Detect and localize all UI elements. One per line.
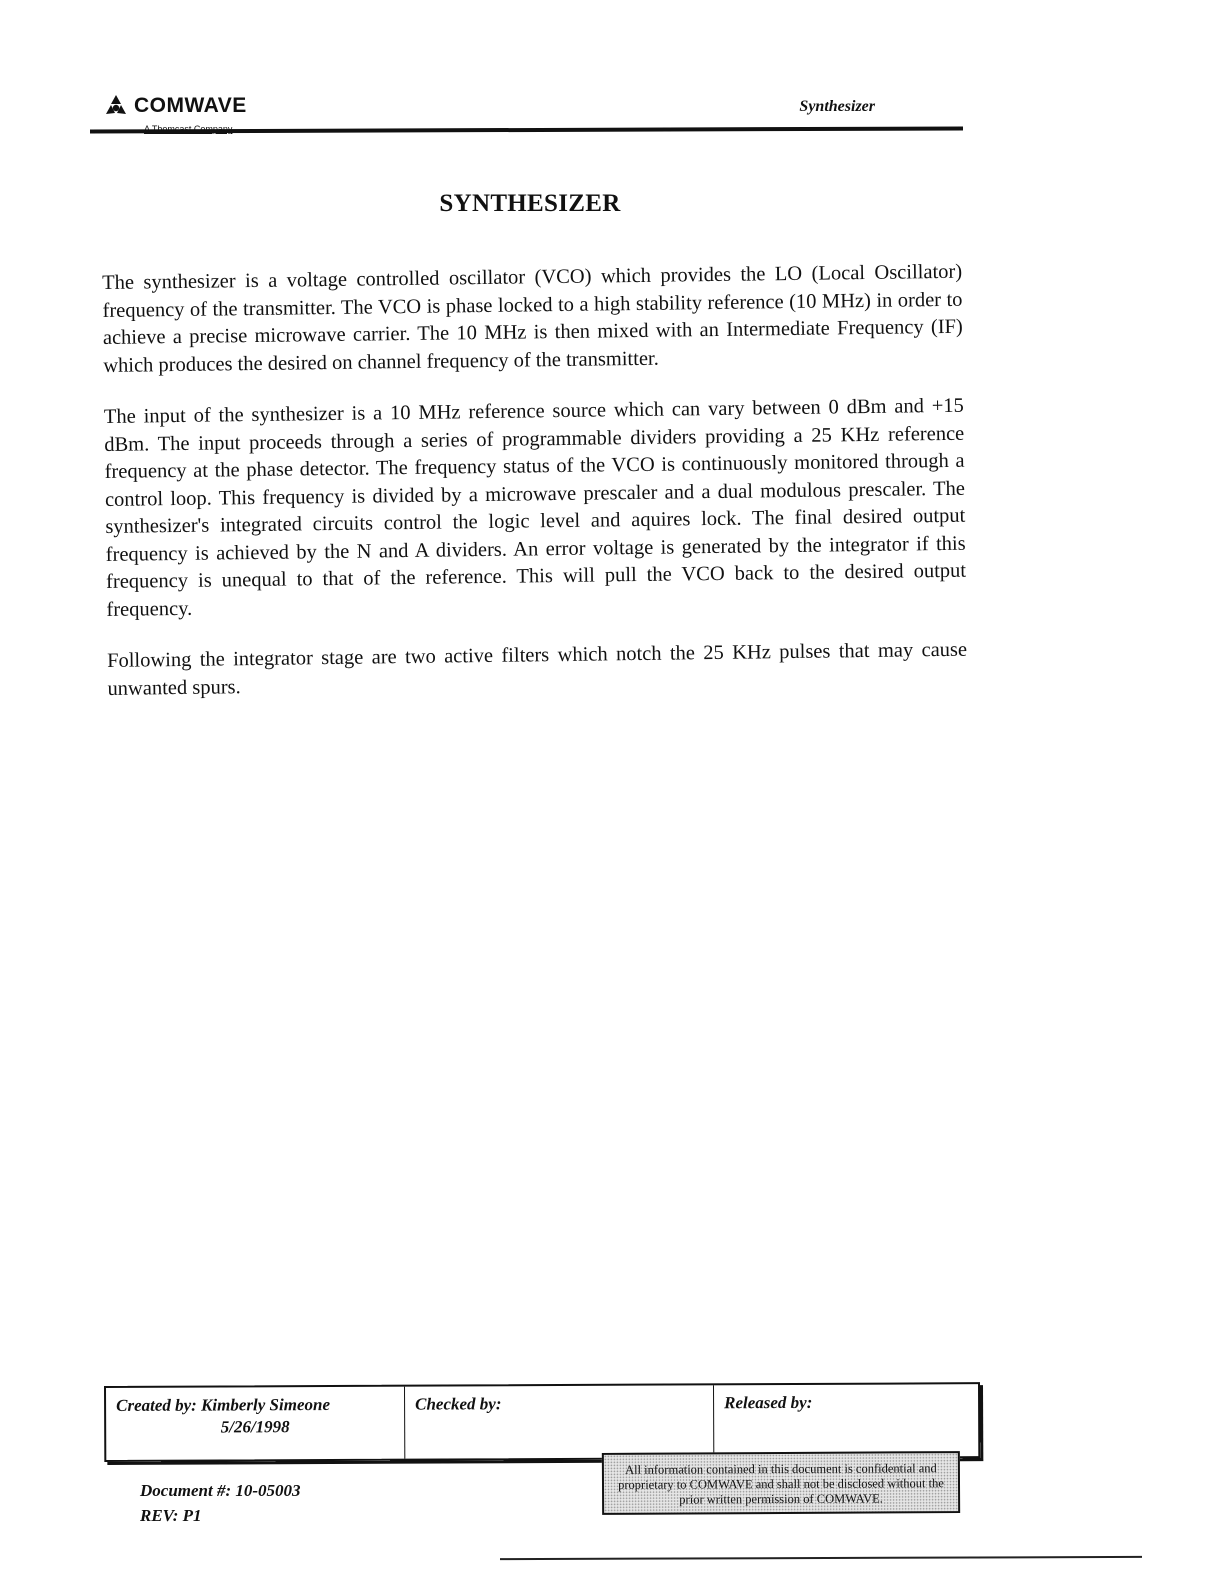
comwave-logo-icon: [102, 92, 130, 120]
confidential-notice: All information contained in this document is confidential and proprietary to COMWAVE and shall not be disclosed without the prior written permission of COMWAVE.: [602, 1451, 960, 1515]
page-header: [90, 90, 963, 142]
checked-by: Checked by:: [415, 1394, 502, 1414]
document-number: Document #: 10-05003: [140, 1481, 301, 1500]
paragraph: The input of the synthesizer is a 10 MHz reference source which can vary between 0 dBm and +15 dBm. The input proceeds through a series of programmable dividers providing a 25 KHz reference frequency at the phase detector. The frequency status of the VCO is continuously monitored through a control loop. This frequency is divided by a microwave prescaler and a dual modulous prescaler. The synthesizer's integrated circuits control the logic level and aquires lock. The final desired output frequency is achieved by the N and A dividers. An error voltage is generated by the integrator if this frequency is unequal to that of the reference. This will pull the VCO back to the desired output frequency.: [103, 394, 967, 621]
paragraph: The synthesizer is a voltage controlled oscillator (VCO) which provides the LO (Local Oscillator) frequency of the transmitter. The VCO is phase locked to a high stability reference (10 MHz) in order to achieve a precise microwave carrier. The 10 MHz is then mixed with an Intermediate Frequency (IF) which produces the desired on channel frequency of the transmitter.: [102, 260, 963, 377]
body-text: [102, 259, 968, 727]
released-by: Released by:: [724, 1392, 813, 1413]
released-by-cell: [714, 1384, 978, 1457]
document-revision: REV: P1: [140, 1506, 202, 1525]
page-title: SYNTHESIZER: [439, 190, 621, 217]
document-info: [140, 1478, 301, 1528]
created-date: 5/26/1998: [220, 1417, 290, 1437]
created-by-cell: [106, 1387, 405, 1460]
checked-by-cell: [405, 1385, 714, 1458]
signoff-table: [104, 1382, 980, 1462]
created-by: Created by: Kimberly Simeone: [116, 1395, 331, 1415]
company-name: COMWAVE: [134, 94, 247, 117]
company-logo: [102, 92, 247, 120]
paragraph: Following the integrator stage are two active filters which notch the 25 KHz pulses that may cause unwanted spurs.: [106, 638, 968, 700]
header-section-title: Synthesizer: [799, 98, 875, 115]
bottom-rule: [500, 1556, 1142, 1560]
